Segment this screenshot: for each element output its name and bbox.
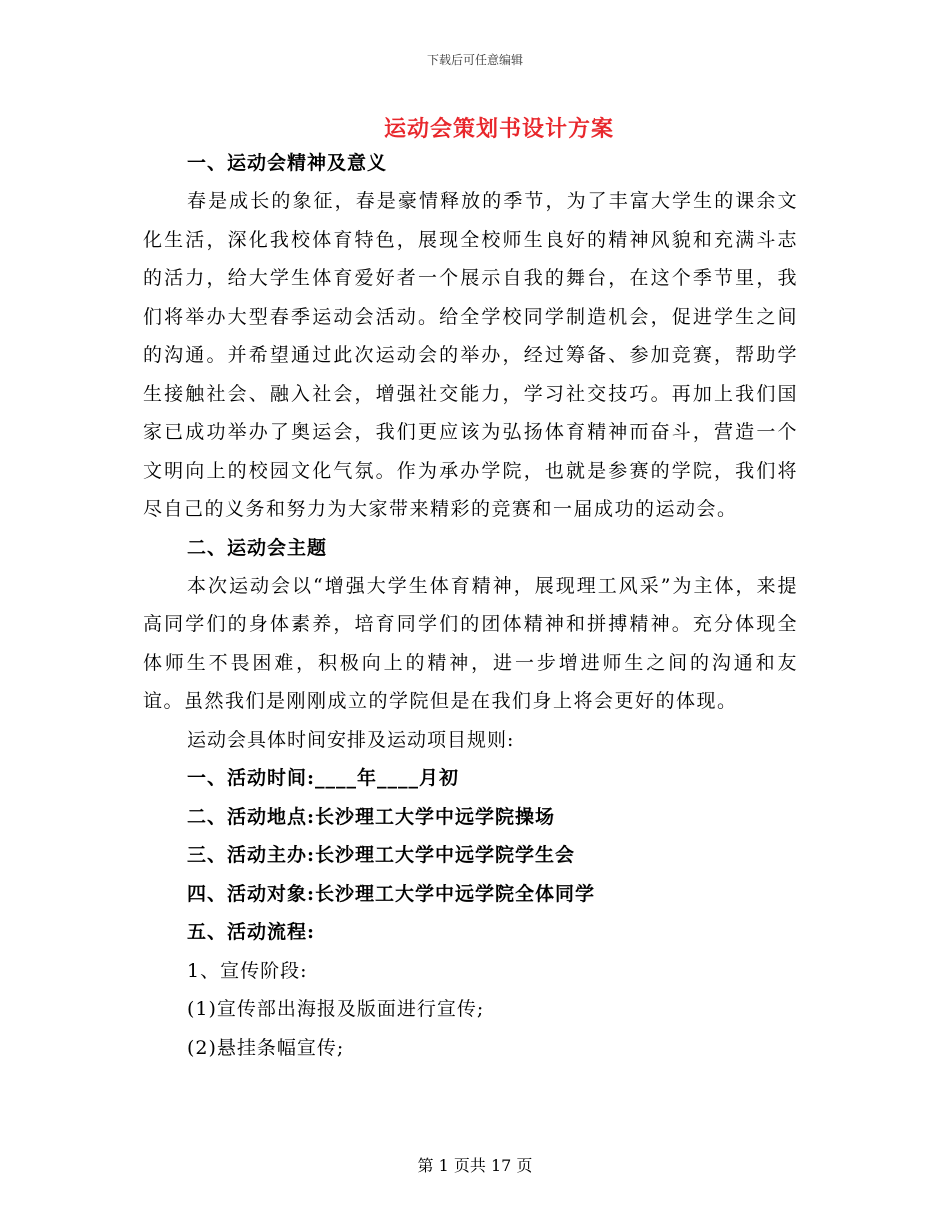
item-process: 五、活动流程: xyxy=(187,921,316,943)
stage-1-sub-2: (2)悬挂条幅宣传; xyxy=(187,1036,345,1059)
item-target: 四、活动对象:长沙理工大学中远学院全体同学 xyxy=(187,882,596,905)
item-place: 二、活动地点:长沙理工大学中远学院操场 xyxy=(187,805,556,828)
document-title: 运动会策划书设计方案 xyxy=(383,116,614,142)
section-2-heading: 二、运动会主题 xyxy=(187,536,328,559)
section-1-heading: 一、运动会精神及意义 xyxy=(187,152,388,174)
page-footer: 第 1 页共 17 页 xyxy=(417,1156,533,1175)
section-2-paragraph: 本次运动会以“增强大学生体育精神，展现理工风采”为主体，来提高同学们的身体素养，培育同学们的团体精神和拼搏精神。充分体现全体师生不畏困难，积极向上的精神，进一步增进师生之间的沟通和友谊。虽然我们是刚刚成立的学院但是在我们身上将会更好的体现。 xyxy=(143,574,798,712)
page-header: 下载后可任意编辑 xyxy=(426,53,523,67)
stage-1-sub-1: (1)宣传部出海报及版面进行宣传; xyxy=(187,998,485,1020)
document-body xyxy=(143,144,798,1067)
item-host: 三、活动主办:长沙理工大学中远学院学生会 xyxy=(187,844,576,866)
section-1-paragraph: 春是成长的象征，春是豪情释放的季节，为了丰富大学生的课余文化生活，深化我校体育特色，展现全校师生良好的精神风貌和充满斗志的活力，给大学生体育爱好者一个展示自我的舞台，在这个季节里，我们将举办大型春季运动会活动。给全学校同学制造机会，促进学生之间的沟通。并希望通过此次运动会的举办，经过筹备、参加竞赛，帮助学生接触社会、融入社会，增强社交能力，学习社交技巧。再加上我们国家已成功举办了奥运会，我们更应该为弘扬体育精神而奋斗，营造一个文明向上的校园文化气氛。作为承办学院，也就是参赛的学院，我们将尽自己的义务和努力为大家带来精彩的竞赛和一届成功的运动会。 xyxy=(143,190,798,520)
schedule-intro: 运动会具体时间安排及运动项目规则: xyxy=(187,728,515,751)
item-time: 一、活动时间:____年____月初 xyxy=(187,767,460,789)
stage-1-heading: 1、宣传阶段: xyxy=(187,959,308,982)
